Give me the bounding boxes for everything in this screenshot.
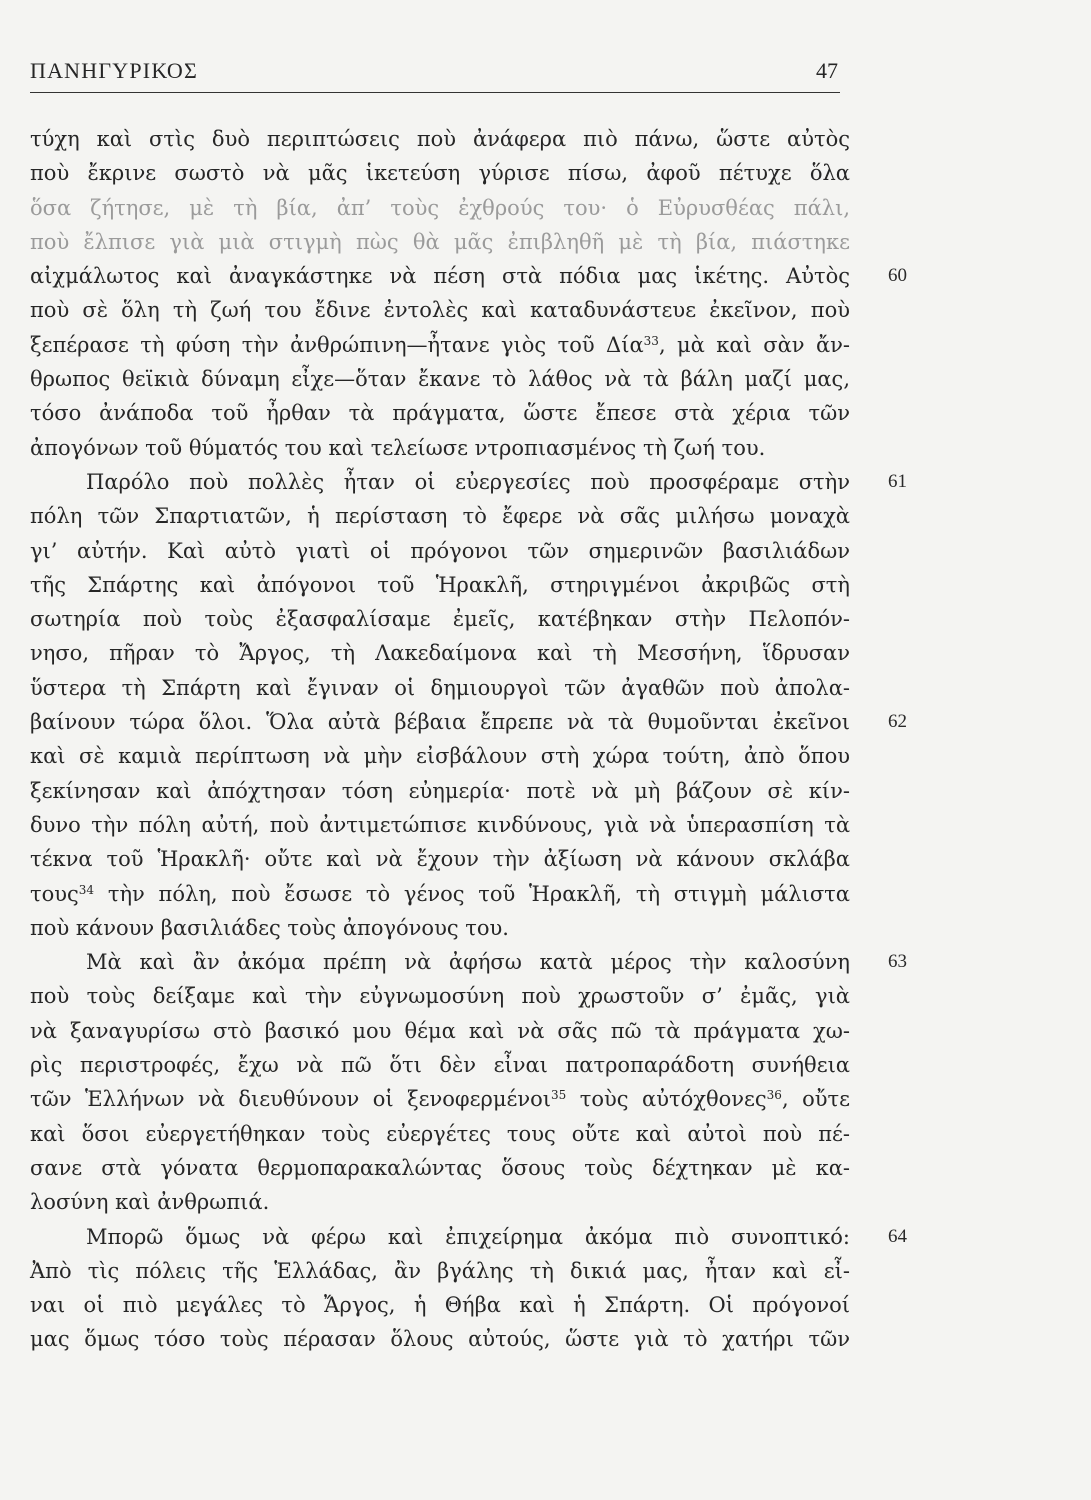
line-text: λοσύνη καὶ ἀνθρωπιά. <box>30 1190 270 1215</box>
line-content <box>30 196 850 220</box>
line-content <box>30 1327 850 1351</box>
line-content <box>30 504 850 528</box>
line-content <box>30 641 850 665</box>
line-content <box>30 401 850 425</box>
text-line <box>30 1151 850 1185</box>
text-line <box>30 774 850 808</box>
text-line <box>30 1220 907 1254</box>
footnote-ref: 35 <box>551 1088 567 1103</box>
line-text: τους <box>30 881 79 906</box>
body-text <box>30 122 907 1357</box>
line-text: βαίνουν τώρα ὅλοι. Ὅλα αὐτὰ βέβαια ἔπρεπε νὰ τὰ θυμοῦνται ἐκεῖνοι <box>30 710 850 735</box>
line-content <box>30 1019 850 1043</box>
line-text: μας ὅμως τόσο τοὺς πέρασαν ὅλους αὐτούς, ὥστε γιὰ τὸ χατήρι τῶν <box>30 1327 850 1352</box>
footnote-ref: 34 <box>78 882 95 897</box>
line-text: ρὶς περιστροφές, ἔχω νὰ πῶ ὅτι δὲν εἶναι πατροπαράδοτη συνήθεια <box>30 1053 850 1078</box>
line-text: νὰ ξαναγυρίσω στὸ βασικό μου θέμα καὶ νὰ σᾶς πῶ τὰ πράγματα χω- <box>30 1018 850 1043</box>
text-line <box>30 431 850 465</box>
text-line <box>30 191 850 225</box>
line-text: τέκνα τοῦ Ἡρακλῆ· οὔτε καὶ νὰ ἔχουν τὴν ἀξίωση νὰ κάνουν σκλάβα <box>30 847 850 872</box>
line-content <box>30 1053 850 1077</box>
line-content <box>30 161 850 185</box>
line-text: Μὰ καὶ ἂν ἀκόμα πρέπη νὰ ἀφήσω κατὰ μέρος τὴν καλοσύνη <box>86 950 850 975</box>
line-content <box>30 1190 269 1214</box>
line-content <box>30 1293 850 1317</box>
line-text: πόλη τῶν Σπαρτιατῶν, ἡ περίσταση τὸ ἔφερε νὰ σᾶς μιλήσω μοναχὰ <box>30 504 850 529</box>
line-text: σανε στὰ γόνατα θερμοπαρακαλώντας ὅσους τοὺς δέχτηκαν μὲ κα- <box>30 1155 850 1180</box>
line-content <box>30 539 850 563</box>
text-line <box>30 534 850 568</box>
text-line <box>30 842 850 876</box>
text-line <box>30 1014 850 1048</box>
line-text: ξεκίνησαν καὶ ἀπόχτησαν τόση εὐημερία· ποτὲ νὰ μὴ βάζουν σὲ κίν- <box>30 778 850 803</box>
text-line <box>30 122 850 156</box>
text-line <box>30 465 907 499</box>
text-line <box>30 705 907 739</box>
line-content <box>30 1259 850 1283</box>
line-content <box>30 1156 850 1180</box>
section-number: 61 <box>888 470 907 492</box>
line-text: ποὺ ἔλπισε γιὰ μιὰ στιγμὴ πὼς θὰ μᾶς ἐπιβληθῆ μὲ τὴ βία, πιάστηκε <box>30 229 850 254</box>
text-line <box>30 293 850 327</box>
text-line <box>30 1048 850 1082</box>
line-text: Μπορῶ ὅμως νὰ φέρω καὶ ἐπιχείρημα ἀκόμα πιὸ συνοπτικό: <box>86 1224 850 1249</box>
text-line <box>30 945 907 979</box>
text-line <box>30 1288 850 1322</box>
text-line <box>30 156 850 190</box>
line-text: ὕστερα τὴ Σπάρτη καὶ ἔγιναν οἱ δημιουργοὶ τῶν ἀγαθῶν ποὺ ἀπολα- <box>30 675 850 700</box>
text-line <box>30 259 907 293</box>
text-line <box>30 568 850 602</box>
text-line <box>30 1254 850 1288</box>
line-content <box>30 298 850 322</box>
line-content <box>30 264 850 288</box>
line-text: ποὺ σὲ ὅλη τὴ ζωή του ἔδινε ἐντολὲς καὶ καταδυνάστευε ἐκεῖνον, ποὺ <box>30 298 850 323</box>
line-text-cont: τὴν πόλη, ποὺ ἔσωσε τὸ γένος τοῦ Ἡρακλῆ, τὴ στιγμὴ μάλιστα <box>94 881 850 906</box>
line-text-cont: , μὰ καὶ σὰν ἄν- <box>658 332 850 357</box>
line-content <box>30 607 850 631</box>
line-content <box>30 882 850 906</box>
text-line <box>30 499 850 533</box>
line-text: σωτηρία ποὺ τοὺς ἐξασφαλίσαμε ἐμεῖς, κατέβηκαν στὴν Πελοπόν- <box>30 607 850 632</box>
section-number: 60 <box>888 265 907 287</box>
line-content <box>30 1087 850 1111</box>
line-content <box>30 779 850 803</box>
line-text: θρωπος θεϊκιὰ δύναμη εἶχε—ὅταν ἔκανε τὸ λάθος νὰ τὰ βάλη μαζί μας, <box>30 367 850 392</box>
line-content <box>30 230 850 254</box>
line-text-cont: , οὔτε <box>781 1087 851 1112</box>
line-content <box>30 1122 850 1146</box>
line-text: Παρόλο ποὺ πολλὲς ἦταν οἱ εὐεργεσίες ποὺ προσφέραμε στὴν <box>86 469 850 494</box>
text-line <box>30 1185 850 1219</box>
text-line <box>30 808 850 842</box>
section-number: 62 <box>888 711 907 733</box>
line-content <box>30 847 850 871</box>
text-line <box>30 1117 850 1151</box>
text-line <box>30 979 850 1013</box>
line-content <box>30 127 850 151</box>
line-text-cont: τοὺς αὐτόχθονες <box>566 1087 767 1112</box>
section-number: 64 <box>888 1225 907 1247</box>
text-line <box>30 1082 850 1116</box>
line-text: ποὺ τοὺς δείξαμε καὶ τὴν εὐγνωμοσύνη ποὺ χρωστοῦν σ’ ἐμᾶς, γιὰ <box>30 984 850 1009</box>
line-content <box>30 744 850 768</box>
line-text: τῆς Σπάρτης καὶ ἀπόγονοι τοῦ Ἡρακλῆ, στηριγμένοι ἀκριβῶς στὴ <box>30 572 850 597</box>
header-title: ΠΑΝΗΓΥΡΙΚΟΣ <box>30 58 198 83</box>
text-line <box>30 636 850 670</box>
text-line <box>30 328 850 362</box>
section-number: 63 <box>888 951 907 973</box>
line-text: ξεπέρασε τὴ φύση τὴν ἀνθρώπινη—ἦτανε γιὸς τοῦ Δία <box>30 332 644 357</box>
line-text: αἰχμάλωτος καὶ ἀναγκάστηκε νὰ πέση στὰ πόδια μας ἱκέτης. Αὐτὸς <box>30 264 850 289</box>
text-line <box>30 225 850 259</box>
line-content <box>30 333 850 357</box>
text-line <box>30 396 850 430</box>
running-header <box>30 56 840 93</box>
text-line <box>30 362 850 396</box>
text-line <box>30 1322 850 1356</box>
footnote-ref: 36 <box>766 1088 782 1103</box>
line-text: ἀπογόνων τοῦ θύματός του καὶ τελείωσε ντροπιασμένος τὴ ζωή του. <box>30 435 766 460</box>
text-line <box>30 671 850 705</box>
line-content <box>86 470 850 494</box>
line-content <box>30 916 509 940</box>
line-content <box>30 710 850 734</box>
line-text: δυνο τὴν πόλη αὐτή, ποὺ ἀντιμετώπισε κινδύνους, γιὰ νὰ ὑπερασπίση τὰ <box>30 812 850 837</box>
line-text: νησο, πῆραν τὸ Ἄργος, τὴ Λακεδαίμονα καὶ τὴ Μεσσήνη, ἵδρυσαν <box>30 641 850 666</box>
text-line <box>30 911 850 945</box>
line-content <box>30 573 850 597</box>
footnote-ref: 33 <box>643 333 659 348</box>
line-text: τύχη καὶ στὶς δυὸ περιπτώσεις ποὺ ἀνάφερα πιὸ πάνω, ὥστε αὐτὸς <box>30 127 850 151</box>
line-text: ναι οἱ πιὸ μεγάλες τὸ Ἄργος, ἡ Θήβα καὶ ἡ Σπάρτη. Οἱ πρόγονοί <box>30 1293 850 1318</box>
text-line <box>30 877 850 911</box>
line-content <box>86 1225 850 1249</box>
line-text: γι’ αὐτήν. Καὶ αὐτὸ γιατὶ οἱ πρόγονοι τῶν σημερινῶν βασιλιάδων <box>30 538 850 563</box>
line-text: ὅσα ζήτησε, μὲ τὴ βία, ἀπ’ τοὺς ἐχθρούς του· ὁ Εὐρυσθέας πάλι, <box>30 195 850 220</box>
page-number: 47 <box>816 58 838 83</box>
line-content <box>30 367 850 391</box>
line-text: καὶ ὅσοι εὐεργετήθηκαν τοὺς εὐεργέτες τους οὔτε καὶ αὐτοὶ ποὺ πέ- <box>30 1121 850 1146</box>
line-content <box>86 950 850 974</box>
line-content <box>30 813 850 837</box>
text-line <box>30 602 850 636</box>
line-content <box>30 436 765 460</box>
line-text: τῶν Ἑλλήνων νὰ διευθύνουν οἱ ξενοφερμένοι <box>30 1087 552 1112</box>
line-text: καὶ σὲ καμιὰ περίπτωση νὰ μὴν εἰσβάλουν στὴ χώρα τούτη, ἀπὸ ὅπου <box>30 744 850 769</box>
line-text: Ἀπὸ τὶς πόλεις τῆς Ἑλλάδας, ἂν βγάλης τὴ δικιά μας, ἦταν καὶ εἶ- <box>30 1258 850 1283</box>
text-line <box>30 739 850 773</box>
line-text: τόσο ἀνάποδα τοῦ ἦρθαν τὰ πράγματα, ὥστε ἔπεσε στὰ χέρια τῶν <box>30 401 850 426</box>
line-text: ποὺ κάνουν βασιλιάδες τοὺς ἀπογόνους του. <box>30 915 509 940</box>
line-content <box>30 984 850 1008</box>
line-content <box>30 676 850 700</box>
line-text: ποὺ ἔκρινε σωστὸ νὰ μᾶς ἱκετεύση γύρισε πίσω, ἀφοῦ πέτυχε ὅλα <box>30 161 850 186</box>
